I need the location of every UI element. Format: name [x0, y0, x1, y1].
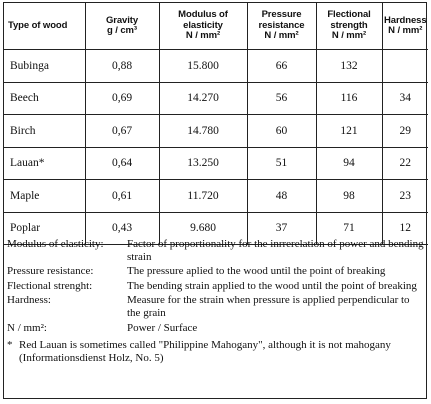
gravity-cell: 0,61	[85, 180, 159, 213]
definition-text: Power / Surface	[127, 321, 198, 334]
hardness-cell: 12	[382, 212, 428, 245]
flectional-cell: 116	[316, 82, 382, 115]
pressure-cell: 60	[247, 115, 316, 148]
header-gravity: Gravity g / cm³	[85, 3, 159, 50]
flectional-cell: 132	[316, 50, 382, 83]
header-type-of-wood: Type of wood	[4, 3, 85, 50]
footnote	[7, 339, 425, 364]
modulus-cell: 14.270	[159, 82, 247, 115]
header-flectional-strength: Flectional strength N / mm²	[316, 3, 382, 50]
modulus-cell: 14.780	[159, 115, 247, 148]
table-row	[4, 115, 428, 148]
pressure-cell: 51	[247, 147, 316, 180]
wood-name-cell: Poplar	[4, 212, 85, 245]
footnote-mark: *	[7, 339, 13, 352]
gravity-cell: 0,69	[85, 82, 159, 115]
hardness-cell: 34	[382, 82, 428, 115]
wood-name-cell: Maple	[4, 180, 85, 213]
gravity-cell: 0,67	[85, 115, 159, 148]
modulus-cell: 13.250	[159, 147, 247, 180]
table-row	[4, 50, 428, 83]
table-row	[4, 147, 428, 180]
hardness-cell	[382, 50, 428, 83]
header-pressure-resistance: Pressure resistance N / mm²	[247, 3, 316, 50]
flectional-cell: 121	[316, 115, 382, 148]
hardness-cell: 22	[382, 147, 428, 180]
wood-properties-table	[4, 3, 428, 245]
definition-term: Hardness:	[7, 294, 51, 307]
definition-text: Measure for the strain when pressure is applied perpendicular to the grain	[127, 294, 410, 319]
table-row	[4, 180, 428, 213]
definition-term: N / mm²:	[7, 321, 47, 334]
definition-row	[7, 280, 425, 293]
hardness-cell: 23	[382, 180, 428, 213]
wood-name-cell: Bubinga	[4, 50, 85, 83]
gravity-cell: 0,64	[85, 147, 159, 180]
gravity-cell: 0,43	[85, 212, 159, 245]
hardness-cell: 29	[382, 115, 428, 148]
pressure-cell: 56	[247, 82, 316, 115]
definition-row	[7, 238, 425, 263]
wood-properties-sheet	[3, 2, 427, 399]
header-modulus-of-elasticity: Modulus of elasticity N / mm²	[159, 3, 247, 50]
definition-text: Factor of proportionality for the inrrerelation of power and bending strain	[127, 238, 424, 263]
flectional-cell: 94	[316, 147, 382, 180]
definition-row	[7, 265, 425, 278]
pressure-cell: 37	[247, 212, 316, 245]
flectional-cell: 71	[316, 212, 382, 245]
pressure-cell: 66	[247, 50, 316, 83]
wood-name-cell: Beech	[4, 82, 85, 115]
header-hardness: Hardness N / mm²	[382, 3, 428, 50]
definition-row	[7, 294, 425, 319]
table-row	[4, 82, 428, 115]
definition-term: Pressure resistance:	[7, 265, 94, 278]
definition-term: Flectional strenght:	[7, 279, 93, 292]
definition-term: Modulus of elasticity:	[7, 238, 104, 250]
modulus-cell: 15.800	[159, 50, 247, 83]
flectional-cell: 98	[316, 180, 382, 213]
gravity-cell: 0,88	[85, 50, 159, 83]
definition-text: The pressure aplied to the wood until the point of breaking	[127, 265, 386, 278]
pressure-cell: 48	[247, 180, 316, 213]
modulus-cell: 9.680	[159, 212, 247, 245]
wood-name-cell: Birch	[4, 115, 85, 148]
wood-name-cell: Lauan*	[4, 147, 85, 180]
definition-text: The bending strain applied to the wood until the point of breaking	[127, 279, 417, 292]
table-header-row	[4, 3, 428, 50]
modulus-cell: 11.720	[159, 180, 247, 213]
definitions-section	[7, 238, 425, 364]
footnote-text: Red Lauan is sometimes called "Philippine Mahogany", although it is not mahogany (Informationsdienst Holz, No. 5)	[19, 339, 391, 364]
definition-row	[7, 322, 425, 335]
